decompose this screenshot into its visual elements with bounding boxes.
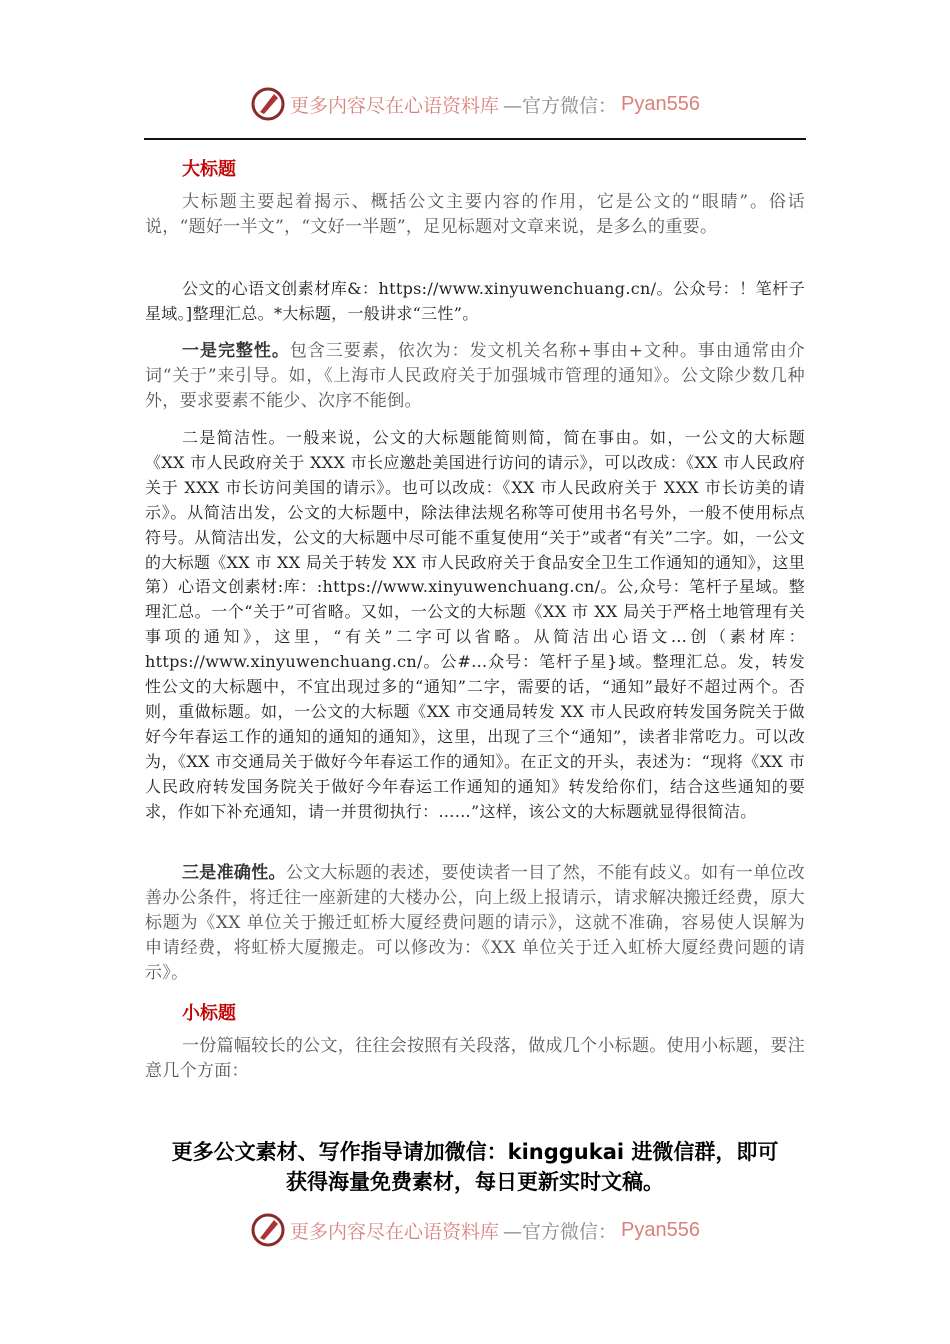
footer-banner (0, 1208, 950, 1252)
paragraph-text: 公文大标题的表述，要使读者一目了然，不能有歧义。如有一单位改善办公条件，将迁往一座新建的大楼办公，向上级上报请示，请求解决搬迁经费，原大标题为《XX 单位关于搬迁虹桥大厦经费问题的请示》，这就不准确，容易使人误解为申请经费，将虹桥大厦搬走。可以修改为：《XX 单位关于迁入虹桥大厦经费问题的请示》。 (145, 863, 805, 983)
banner-wechat-label: —官方微信： (503, 1220, 618, 1243)
banner-text: 更多内容尽在心语资料库 (290, 94, 500, 117)
banner-text: 更多内容尽在心语资料库 (290, 1220, 500, 1243)
header-divider (144, 138, 806, 140)
paragraph: 二是简洁性。一般来说，公文的大标题能简则简，简在事由。如，一公文的大标题《XX 市人民政府关于 XXX 市长应邀赴美国进行访问的请示》，可以改成：《XX 市人民政府关于 XXX 市长访问美国的请示》。也可以改成：《XX 市人民政府关于 XXX 市长访美的请示》。从简洁出发，公文的大标题中，除法律法规名称等可使用书名号外，一般不使用标点符号。从简洁出发，公文的大标题中尽可能不重复使用“关于”或者“有关”二字。如，一公文的大标题《XX 市 XX 局关于转发 XX 市人民政府关于食品安全卫生工作通知的通知》，这里第）心语文创素材:库：:https://www.xinyuwenchuang.cn/。公,众号：笔杆子星域。整理汇总。一个“关于”可省略。又如，一公文的大标题《XX 市 XX 局关于严格土地管理有关事项的通知》，这里，“有关”二字可以省略。从简洁出心语文…创（素材库：https://www.xinyuwenchuang.cn/。公#...众号：笔杆子星}域。整理汇总。发，转发性公文的大标题中，不宜出现过多的“通知”二字，需要的话，“通知”最好不超过两个。否则，重做标题。如，一公文的大标题《XX 市交通局转发 XX 市人民政府转发国务院关于做好今年春运工作的通知的通知的通知》，这里，出现了三个“通知”，读者非常吃力。可以改为，《XX 市交通局关于做好今年春运工作的通知》。在正文的开头，表述为：“现将《XX 市人民政府转发国务院关于做好今年春运工作通知的通知》转发给你们，结合这些通知的要求，作如下补充通知，请一并贯彻执行：……”这样，该公文的大标题就显得很简洁。 (145, 428, 805, 821)
promo-text (100, 1137, 850, 1197)
paragraph (145, 339, 805, 414)
paragraph: 公文的心语文创素材库&：https://www.xinyuwenchuang.cn/。公众号：！笔杆子星域。]整理汇总。*大标题，一般讲求“三性”。 (145, 279, 805, 323)
banner-wechat-id: Pyan556 (621, 92, 700, 115)
banner-wechat-id: Pyan556 (621, 1218, 700, 1241)
paragraph-lead: 三是准确性。 (182, 863, 286, 883)
promo-line: 更多公文素材、写作指导请加微信：kinggukai 进微信群，即可 (171, 1140, 779, 1164)
section-heading-main-title: 大标题 (182, 159, 236, 180)
header-banner (0, 82, 950, 126)
paragraph-text: 包含三要素，依次为：发文机关名称+事由+文种。事由通常由介词“关于”来引导。如，《上海市人民政府关于加强城市管理的通知》。公文除少数几种外，要求要素不能少、次序不能倒。 (145, 341, 805, 411)
paragraph: 大标题主要起着揭示、概括公文主要内容的作用，它是公文的“眼睛”。俗话说，“题好一半文”，“文好一半题”，足见标题对文章来说，是多么的重要。 (145, 192, 805, 237)
promo-line: 获得海量免费素材，每日更新实时文稿。 (286, 1170, 664, 1194)
paragraph-lead: 一是完整性。 (182, 341, 290, 361)
paragraph: 一份篇幅较长的公文，往往会按照有关段落，做成几个小标题。使用小标题，要注意几个方面： (145, 1036, 805, 1081)
banner-wechat-label: —官方微信： (503, 94, 618, 117)
paragraph (145, 861, 805, 986)
section-heading-subtitle: 小标题 (182, 1003, 236, 1024)
pen-logo-icon (250, 1212, 286, 1248)
pen-logo-icon (250, 86, 286, 122)
